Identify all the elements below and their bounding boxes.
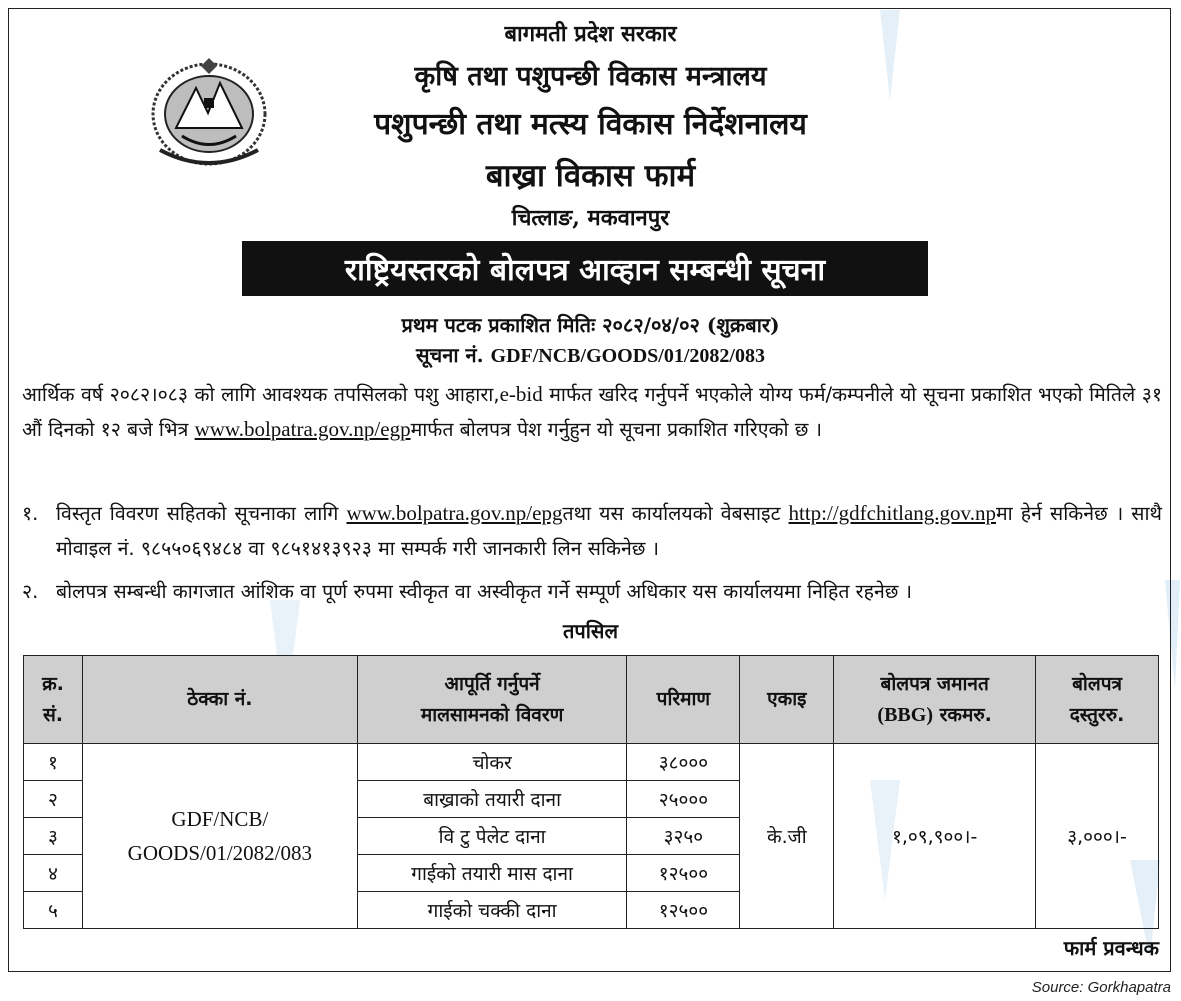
publication-date-label: प्रथम पटक प्रकाशित मितिः	[401, 313, 596, 337]
desc-header-line2: मालसामनको विवरण	[420, 703, 564, 726]
fee-header-line2: दस्तुररु.	[1069, 703, 1125, 726]
sn-header-line2: सं.	[42, 703, 63, 726]
row-description: चोकर	[357, 744, 627, 781]
col-header-quantity: परिमाण	[627, 656, 740, 744]
row-description: वि टु पेलेट दाना	[357, 818, 627, 855]
point-1-text-2: तथा यस कार्यालयको वेबसाइट	[562, 502, 789, 525]
contract-line1: GDF/NCB/	[171, 807, 269, 831]
point-2-number: २.	[22, 580, 39, 603]
col-header-contract: ठेक्का नं.	[82, 656, 357, 744]
signature-farm-manager: फार्म प्रवन्धक	[1063, 936, 1159, 960]
row-sn: २	[24, 781, 83, 818]
col-header-unit: एकाइ	[740, 656, 834, 744]
ebid-text: e-bid	[499, 382, 543, 406]
row-description: गाईको चक्की दाना	[357, 892, 627, 929]
col-header-description	[357, 656, 627, 744]
row-description: गाईको तयारी मास दाना	[357, 855, 627, 892]
directorate-heading: पशुपन्छी तथा मत्स्य विकास निर्देशनालय	[374, 107, 807, 142]
contract-number-cell	[82, 744, 357, 929]
egp-link[interactable]: www.bolpatra.gov.np/egp	[194, 417, 411, 441]
point-2	[22, 574, 1162, 609]
publication-date-line	[0, 311, 1181, 338]
point-1-number: १.	[22, 502, 39, 525]
fee-amount-cell: ३,०००।-	[1036, 744, 1159, 929]
notice-title-banner: राष्ट्रियस्तरको बोलपत्र आव्हान सम्बन्धी सूचना	[242, 241, 928, 296]
sn-header-line1: क्र.	[42, 672, 64, 695]
point-2-text: बोलपत्र सम्बन्धी कागजात आंशिक वा पूर्ण रुपमा स्वीकृत वा अस्वीकृत गर्ने सम्पूर्ण अधिकार यस कार्यालयमा निहित रहनेछ ।	[56, 580, 913, 603]
bbg-amount-cell: १,०९,९००।-	[834, 744, 1036, 929]
point-1-text-1: विस्तृत विवरण सहितको सूचनाका लागि	[56, 502, 347, 525]
desc-header-line1: आपूर्ति गर्नुपर्ने	[444, 672, 540, 695]
bolpatra-link[interactable]: www.bolpatra.gov.np/epg	[346, 501, 563, 525]
intro-paragraph	[22, 377, 1162, 447]
point-1	[22, 496, 1162, 566]
row-quantity: ३८०००	[627, 744, 740, 781]
intro-text-1: आर्थिक वर्ष २०८२।०८३ को लागि आवश्यक तपसिलको पशु आहारा,	[22, 383, 500, 406]
row-quantity: १२५००	[627, 855, 740, 892]
notice-number-value: GDF/NCB/GOODS/01/2082/083	[490, 345, 765, 367]
contract-line2: GOODS/01/2082/083	[127, 841, 313, 865]
table-title: तपसिल	[562, 619, 619, 643]
state-government-heading: बागमती प्रदेश सरकार	[504, 21, 677, 47]
row-description: बाख्राको तयारी दाना	[357, 781, 627, 818]
row-sn: १	[24, 744, 83, 781]
intro-text-3: मार्फत बोलपत्र पेश गर्नुहुन यो सूचना प्रकाशित गरिएको छ ।	[410, 418, 823, 441]
ministry-heading: कृषि तथा पशुपन्छी विकास मन्त्रालय	[414, 61, 767, 92]
col-header-bbg	[834, 656, 1036, 744]
table-header-row	[24, 656, 1159, 744]
office-website-link[interactable]: http://gdfchitlang.gov.np	[788, 501, 996, 525]
row-quantity: २५०००	[627, 781, 740, 818]
col-header-sn	[24, 656, 83, 744]
row-quantity: १२५००	[627, 892, 740, 929]
publication-date-value: २०८२/०४/०२ (शुक्रबार)	[602, 313, 780, 337]
notice-number-line	[0, 341, 1181, 368]
bbg-header-line1: बोलपत्र जमानत	[880, 672, 989, 695]
fee-header-line1: बोलपत्र	[1072, 672, 1122, 695]
row-sn: ४	[24, 855, 83, 892]
source-credit: Source: Gorkhapatra	[1031, 979, 1171, 996]
row-sn: ३	[24, 818, 83, 855]
bbg-header-line2: रकमरु.	[932, 703, 992, 726]
farm-heading: बाख्रा विकास फार्म	[485, 158, 696, 194]
bbg-header-code: (BBG)	[877, 703, 933, 726]
goods-table	[23, 655, 1159, 929]
point-1-text-3: मा हेर्न सकिनेछ । साथै मोवाइल नं. ९८५५०६९४८४ वा ९८५१४१३९२३ मा सम्पर्क गरी जानकारी लिन सकिनेछ ।	[56, 502, 1162, 560]
col-header-fee	[1036, 656, 1159, 744]
table-row	[24, 744, 1159, 781]
notice-number-label: सूचना नं.	[416, 343, 484, 367]
intro-text-2: मार्फत खरिद गर्नुपर्ने भएकोले योग्य फर्म/कम्पनीले यो सूचना प्रकाशित भएको मितिले ३१ औं दिनको १२ बजे भित्र	[22, 383, 1162, 441]
row-quantity: ३२५०	[627, 818, 740, 855]
unit-cell: के.जी	[740, 744, 834, 929]
location-heading: चित्लाङ, मकवानपुर	[511, 205, 670, 231]
row-sn: ५	[24, 892, 83, 929]
